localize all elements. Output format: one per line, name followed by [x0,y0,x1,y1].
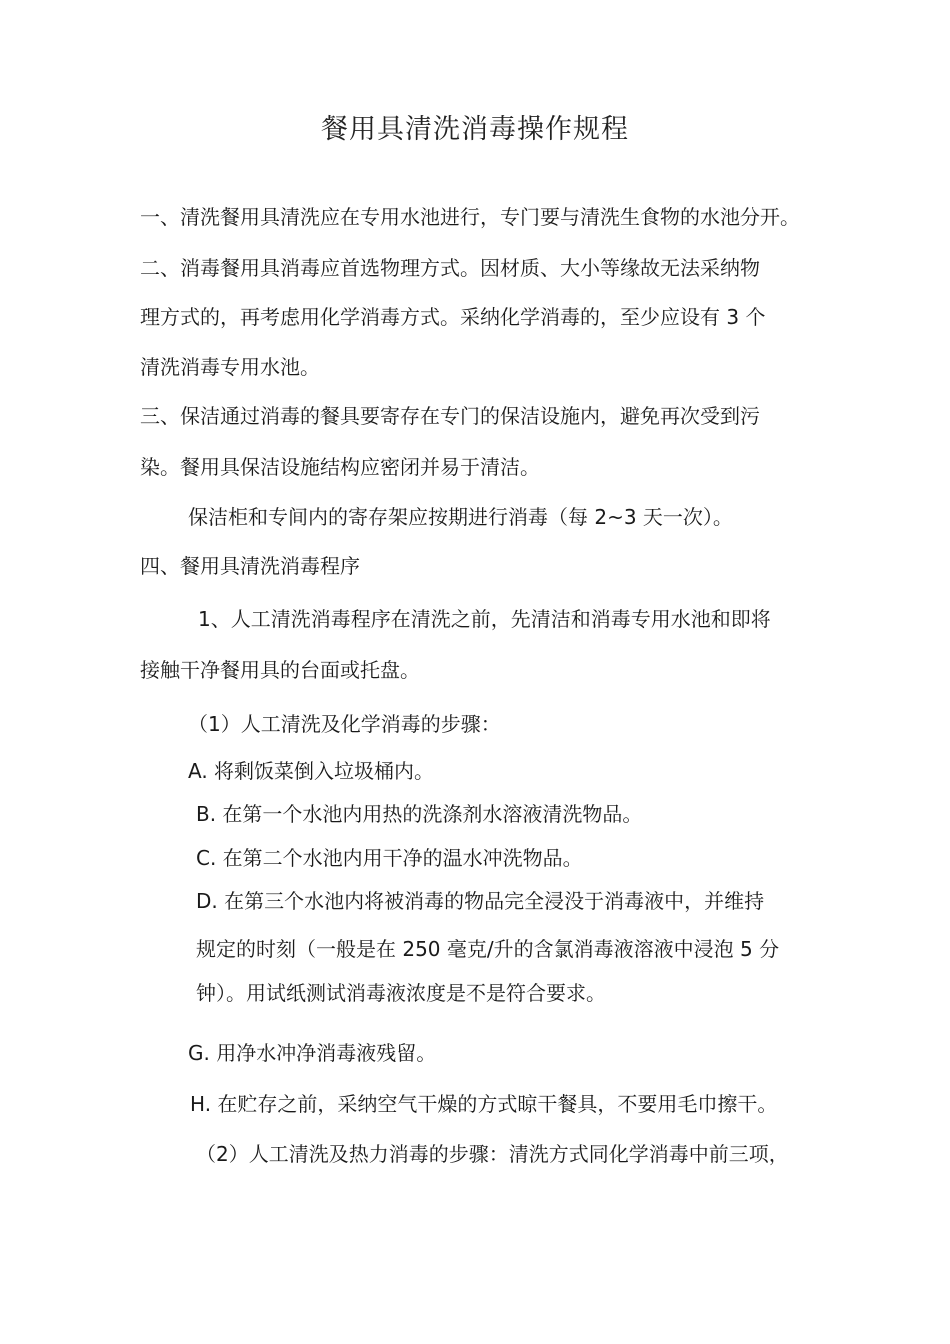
list-item: A. 将剩饭菜倒入垃圾桶内。 [188,759,435,783]
list-item: H. 在贮存之前，采纳空气干燥的方式晾干餐具，不要用毛巾擦干。 [190,1092,778,1116]
subsection-heading: （1）人工清洗及化学消毒的步骤： [188,712,501,736]
paragraph-line: 一、清洗餐用具清洗应在专用水池进行，专门要与清洗生食物的水池分开。 [140,205,800,229]
list-item: D. 在第三个水池内将被消毒的物品完全浸没于消毒液中，并维持 [196,889,765,913]
list-item: B. 在第一个水池内用热的洗涤剂水溶液清洗物品。 [196,802,643,826]
document-title: 餐用具清洗消毒操作规程 [321,114,629,145]
paragraph-line: 染。餐用具保洁设施结构应密闭并易于清洁。 [140,455,540,479]
subsection-heading: （2）人工清洗及热力消毒的步骤：清洗方式同化学消毒中前三项， [196,1142,789,1166]
section-heading: 四、餐用具清洗消毒程序 [140,554,360,578]
paragraph-line: 1、人工清洗消毒程序在清洗之前，先清洁和消毒专用水池和即将 [198,607,771,631]
list-item-continuation: 钟）。用试纸测试消毒液浓度是不是符合要求。 [196,981,606,1005]
list-item: G. 用净水冲净消毒液残留。 [188,1041,437,1065]
paragraph-line: 清洗消毒专用水池。 [140,355,320,379]
paragraph-line: 三、保洁通过消毒的餐具要寄存在专门的保洁设施内，避免再次受到污 [140,404,760,428]
paragraph-line: 二、消毒餐用具消毒应首选物理方式。因材质、大小等缘故无法采纳物 [140,256,760,280]
list-item: C. 在第二个水池内用干净的温水冲洗物品。 [196,846,583,870]
paragraph-line: 理方式的，再考虑用化学消毒方式。采纳化学消毒的，至少应设有 3 个 [140,305,766,329]
list-item-continuation: 规定的时刻（一般是在 250 毫克/升的含氯消毒液溶液中浸泡 5 分 [196,937,780,961]
paragraph-line: 接触干净餐用具的台面或托盘。 [140,658,420,682]
paragraph-line: 保洁柜和专间内的寄存架应按期进行消毒（每 2~3 天一次）。 [188,505,733,529]
